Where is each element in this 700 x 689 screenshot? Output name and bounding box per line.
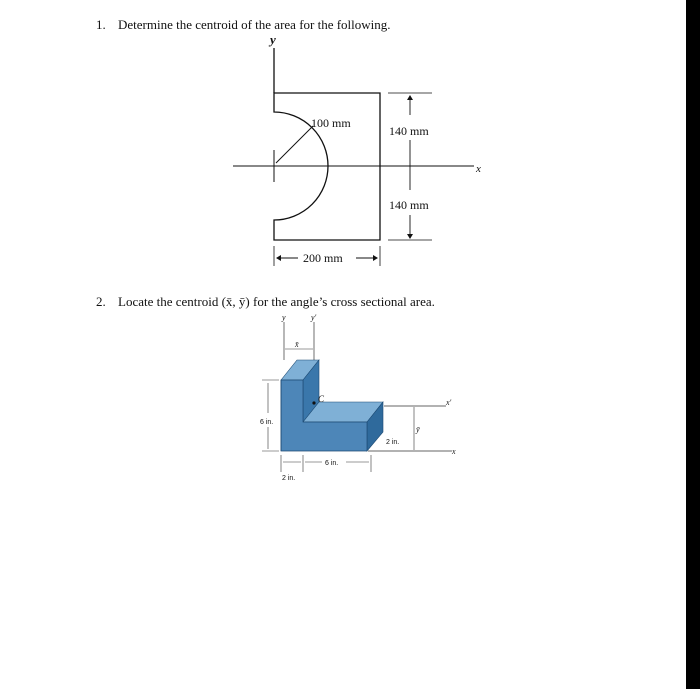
fig1-dim-bottom-label: 140 mm (389, 198, 429, 212)
problem-2-text: Locate the centroid (x̄, ȳ) for the angle’s cross sectional area. (118, 294, 435, 309)
fig2-height-label: 6 in. (260, 419, 274, 426)
fig2-y-bar-label: ȳ (416, 425, 420, 434)
fig2-thickness-vertical-label: 2 in. (282, 475, 296, 482)
fig1-x-axis-label: x (476, 163, 481, 175)
problem-1-text: Determine the centroid of the area for the following. (118, 17, 391, 32)
fig1-dim-top-label: 140 mm (389, 124, 429, 138)
fig2-x-bar-label: x̄ (295, 340, 299, 349)
fig1-radius-label: 100 mm (311, 116, 351, 130)
fig2-centroid-label: C (318, 394, 325, 404)
fig2-length-label: 6 in. (325, 460, 339, 467)
fig2-y-axis-label: y (282, 313, 286, 322)
problem-2-number: 2. (96, 294, 106, 309)
fig2-x-axis-label: x (452, 447, 456, 456)
fig2-y-prime-axis-label: y' (311, 313, 317, 322)
fig2-x-prime-axis-label: x' (446, 398, 452, 407)
fig2-thickness-horizontal-label: 2 in. (386, 439, 400, 446)
problem-1-number: 1. (96, 17, 106, 32)
fig1-width-label: 200 mm (303, 251, 343, 265)
fig1-y-axis-label: y (270, 32, 276, 47)
